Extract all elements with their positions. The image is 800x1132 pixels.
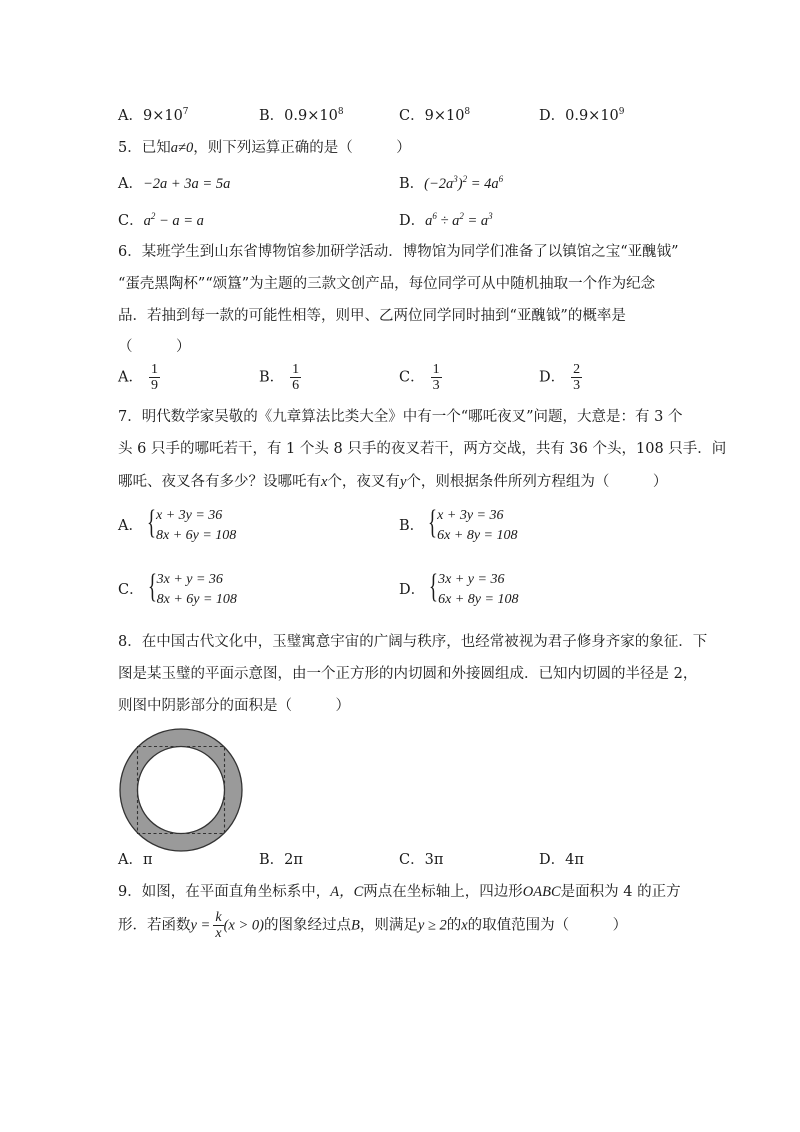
q9-stem-line1: 9．如图，在平面直角坐标系中，A，C两点在坐标轴上，四边形OABC是面积为 4 的正方: [118, 884, 681, 900]
q8-option-a: A．π: [118, 852, 153, 868]
inscribed-circle: [138, 747, 225, 834]
q9-stem-line2: 形．若函数y = $\frac{k}{x}$ (x > 0)的图象经过点B，则满足y ≥ 2的x的取值范围为（ ）: [118, 910, 628, 941]
q6-option-c: C． $\frac{1}{3}$: [399, 362, 440, 393]
q6-stem-line3: 品．若抽到每一款的可能性相等，则甲、乙两位同学同时抽到“亚醜钺”的概率是: [118, 308, 626, 324]
q4-option-b: B．$0.9\times 10^8$: [259, 107, 344, 124]
q4-option-a: A．$9\times 10^7$: [118, 107, 189, 124]
q8-stem-line1: 8．在中国古代文化中，玉璧寓意宇宙的广阔与秩序，也经常被视为君子修身齐家的象征．下: [118, 634, 708, 650]
q5-option-b: B．$(-2a^3)^2 = 4a^6$: [399, 174, 504, 192]
q5-option-c: C．$a^2 - a = a$: [118, 211, 204, 229]
q7-option-d: D． { 3x + y = 36 6x + 8y = 108: [399, 568, 519, 607]
q8-stem-line3: 则图中阴影部分的面积是（ ）: [118, 698, 350, 714]
q5-option-d: D．$a^6 \div a^2 = a^3$: [399, 211, 493, 229]
q4-option-c: C．$9\times 10^8$: [399, 107, 471, 124]
q6-option-a: A． $\frac{1}{9}$: [118, 362, 158, 393]
q8-option-c: C．3π: [399, 852, 444, 868]
q7-stem-line2: 头 6 只手的哪吒若干，有 1 个头 8 只手的夜叉若干，两方交战，共有 36 个头，108 只手．问: [118, 441, 727, 457]
q7-option-c: C． { 3x + y = 36 8x + 6y = 108: [118, 568, 237, 607]
q6-option-d: D． $\frac{2}{3}$: [539, 362, 581, 393]
q6-answer-paren: （ ）: [118, 339, 191, 355]
q6-stem-line2: “蛋壳黑陶杯”“颂簋”为主题的三款文创产品，每位同学可从中随机抽取一个作为纪念: [118, 276, 656, 292]
q7-stem-line1: 7．明代数学家吴敬的《九章算法比类大全》中有一个“哪吒夜叉”问题，大意是：有 3 个: [118, 409, 683, 425]
q5-stem: 5．已知a≠0，则下列运算正确的是（ ）: [118, 140, 411, 156]
jade-disc-figure: [118, 727, 244, 853]
q6-stem-line1: 6．某班学生到山东省博物馆参加研学活动．博物馆为同学们准备了以镇馆之宝“亚醜钺”: [118, 244, 679, 260]
q5-option-a: A．−2a + 3a = 5a: [118, 176, 231, 192]
q8-stem-line2: 图是某玉璧的平面示意图，由一个正方形的内切圆和外接圆组成．已知内切圆的半径是 2，: [118, 666, 698, 682]
q8-option-d: D．4π: [539, 852, 584, 868]
q4-option-d: D．$0.9\times 10^9$: [539, 107, 625, 124]
q6-option-b: B． $\frac{1}{6}$: [259, 362, 300, 393]
q7-option-a: A． { x + 3y = 36 8x + 6y = 108: [118, 504, 237, 543]
q8-option-b: B．2π: [259, 852, 303, 868]
q7-option-b: B． { x + 3y = 36 6x + 8y = 108: [399, 504, 518, 543]
q7-stem-line3: 哪吒、夜叉各有多少？设哪吒有x个，夜叉有y个，则根据条件所列方程组为（ ）: [118, 474, 668, 490]
